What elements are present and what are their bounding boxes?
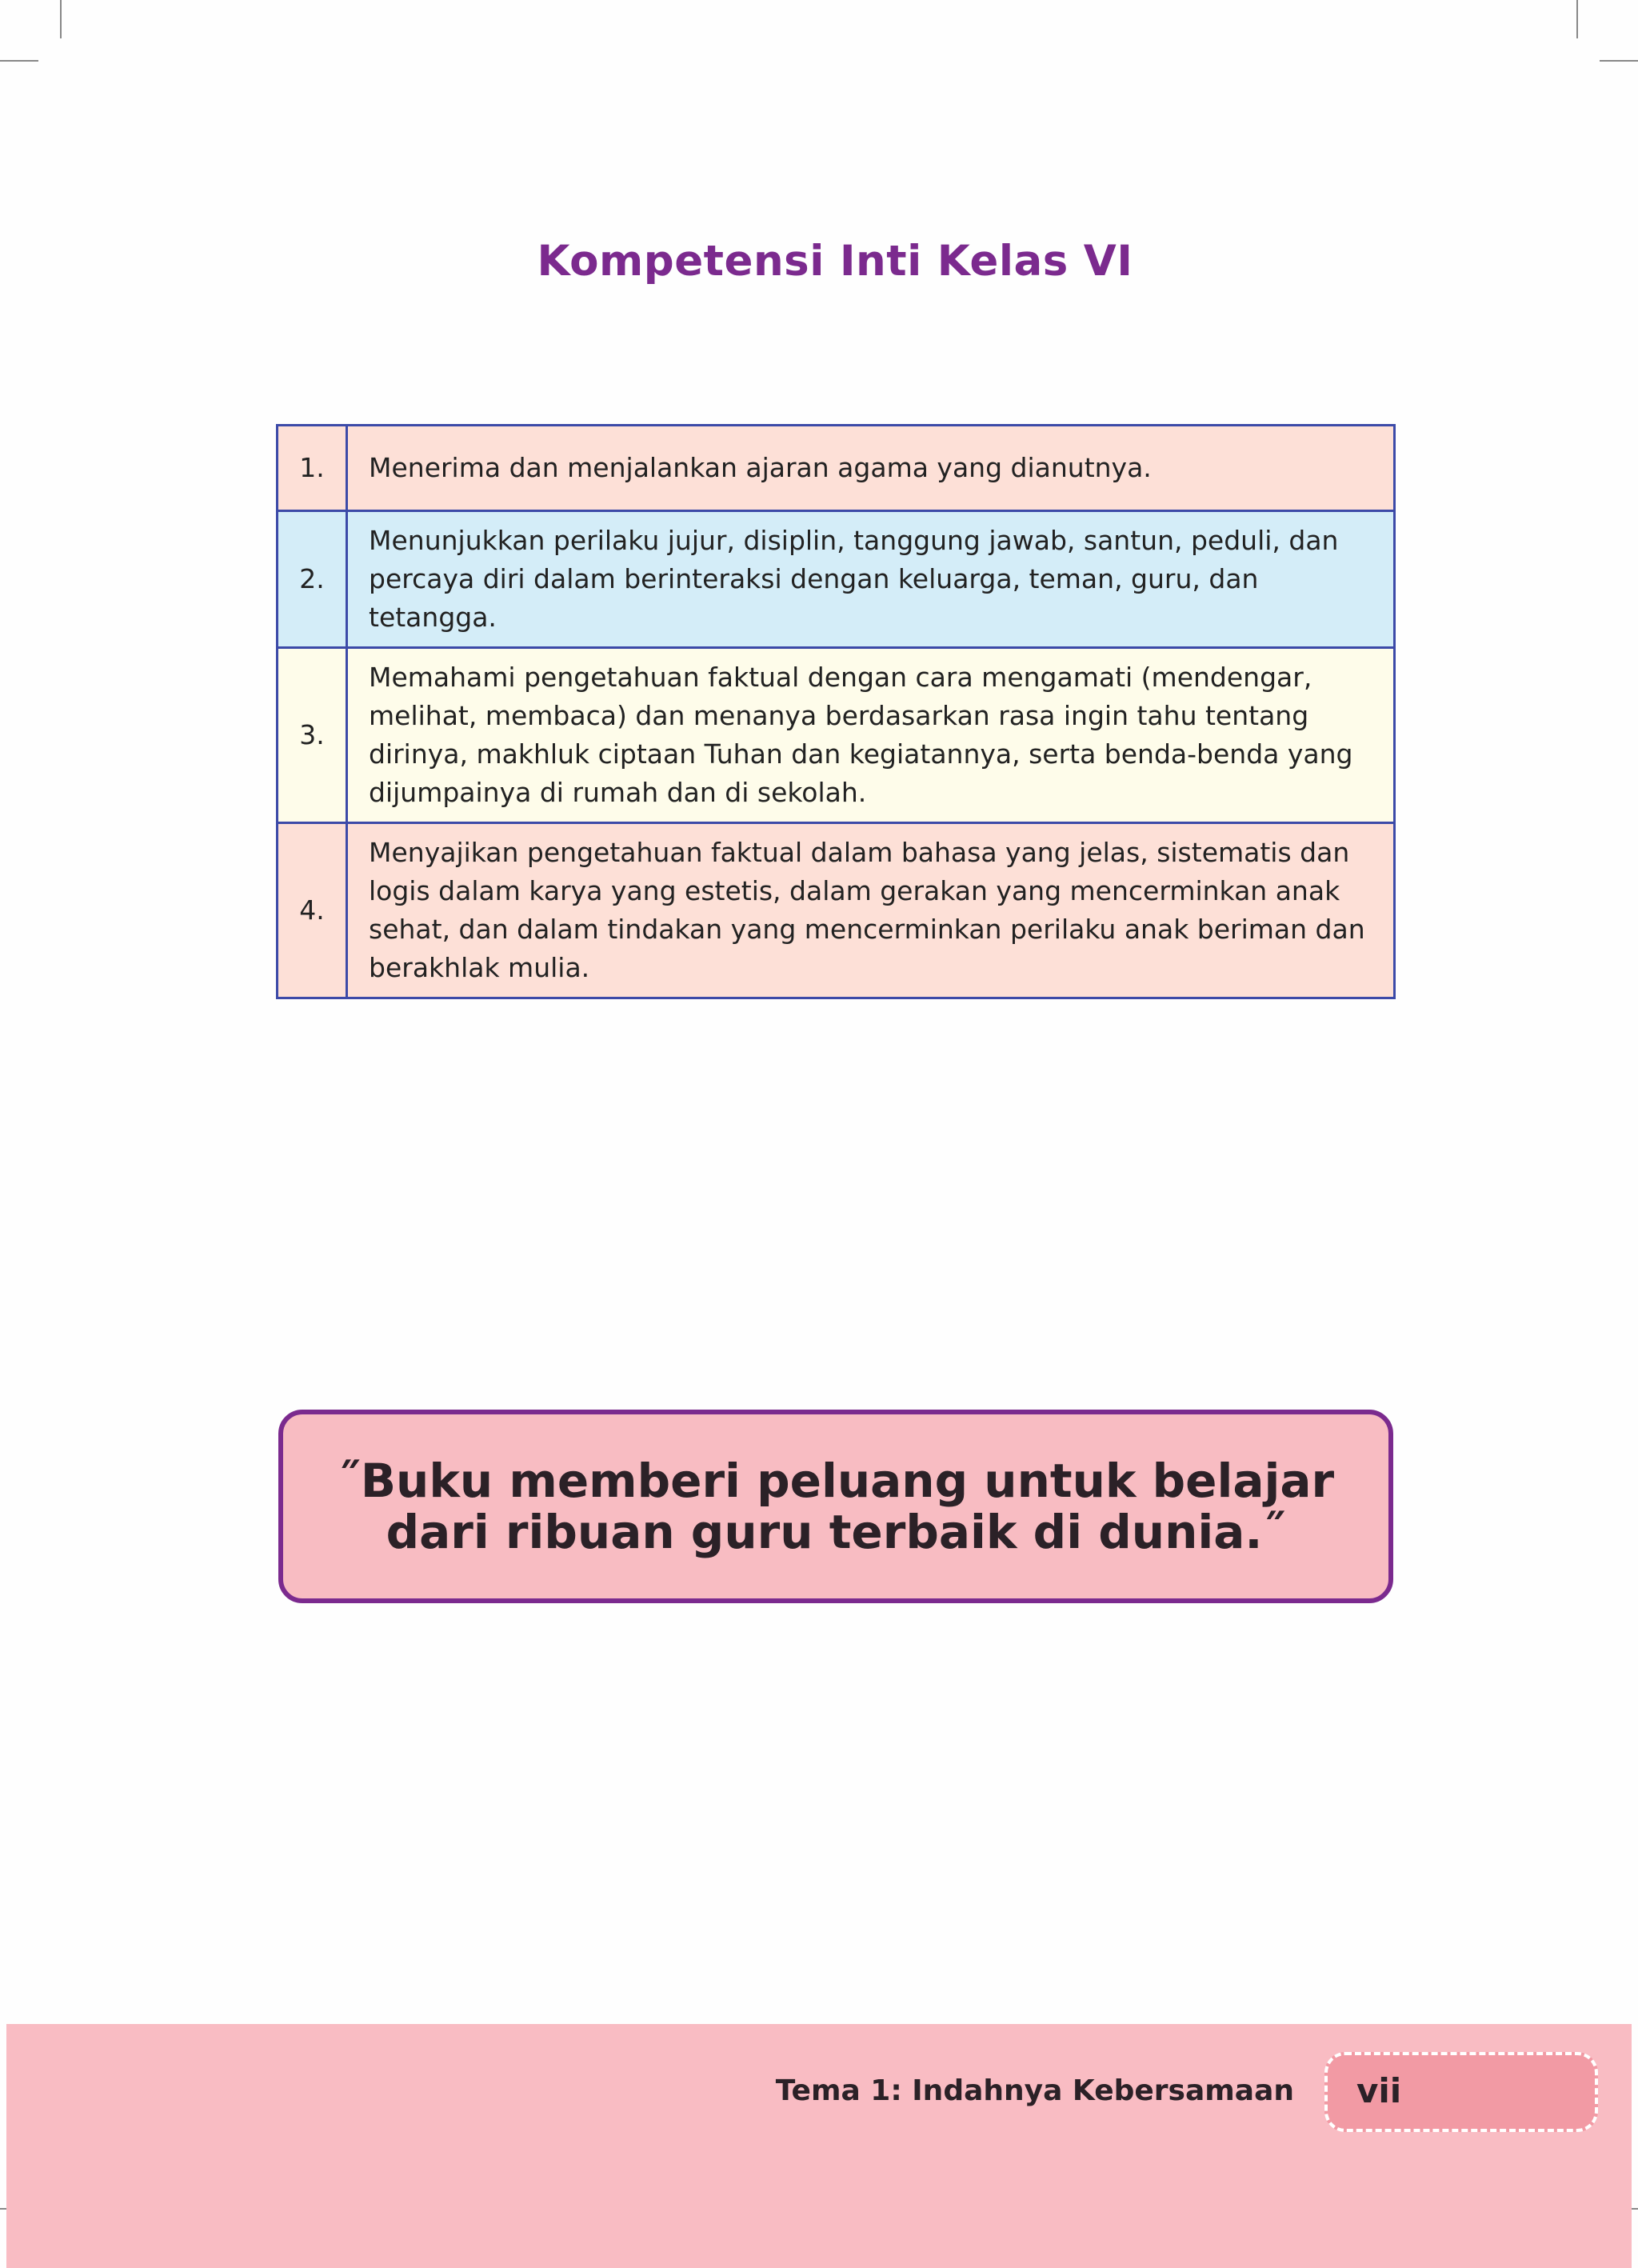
row-number: 4. [278, 823, 347, 998]
row-number: 3. [278, 648, 347, 823]
quote-line: ˝Buku memberi peluang untuk belajar [337, 1454, 1335, 1508]
quote-box [278, 1410, 1393, 1603]
crop-mark [1576, 0, 1578, 38]
row-text: Menyajikan pengetahuan faktual dalam bahasa yang jelas, sistematis dan logis dalam karya yang estetis, dalam gerakan yang mencerminkan anak sehat, dan dalam tindakan yang mencerminkan perilaku anak beriman dan berakhlak mulia. [347, 823, 1395, 998]
table-row [278, 648, 1395, 823]
table-row [278, 426, 1395, 511]
page-title: Kompetensi Inti Kelas VI [537, 237, 1133, 286]
table-row [278, 823, 1395, 998]
footer-theme: Tema 1: Indahnya Kebersamaan [775, 2074, 1294, 2107]
crop-mark [1600, 60, 1638, 62]
page-number: vii [1356, 2071, 1402, 2110]
quote-line: dari ribuan guru terbaik di dunia.˝ [386, 1505, 1286, 1559]
table-row [278, 511, 1395, 648]
row-number: 2. [278, 511, 347, 648]
row-text: Menerima dan menjalankan ajaran agama yang dianutnya. [347, 426, 1395, 511]
crop-mark [60, 0, 62, 38]
row-text: Memahami pengetahuan faktual dengan cara mengamati (mendengar, melihat, membaca) dan menanya berdasarkan rasa ingin tahu tentang dirinya, makhluk ciptaan Tuhan dan kegiatannya, serta benda-benda yang dijumpainya di rumah dan di sekolah. [347, 648, 1395, 823]
row-text: Menunjukkan perilaku jujur, disiplin, tanggung jawab, santun, peduli, dan percaya diri dalam berinteraksi dengan keluarga, teman, guru, dan tetangga. [347, 511, 1395, 648]
competency-table [276, 424, 1396, 999]
page-number-badge [1324, 2052, 1598, 2132]
crop-mark [0, 60, 38, 62]
row-number: 1. [278, 426, 347, 511]
